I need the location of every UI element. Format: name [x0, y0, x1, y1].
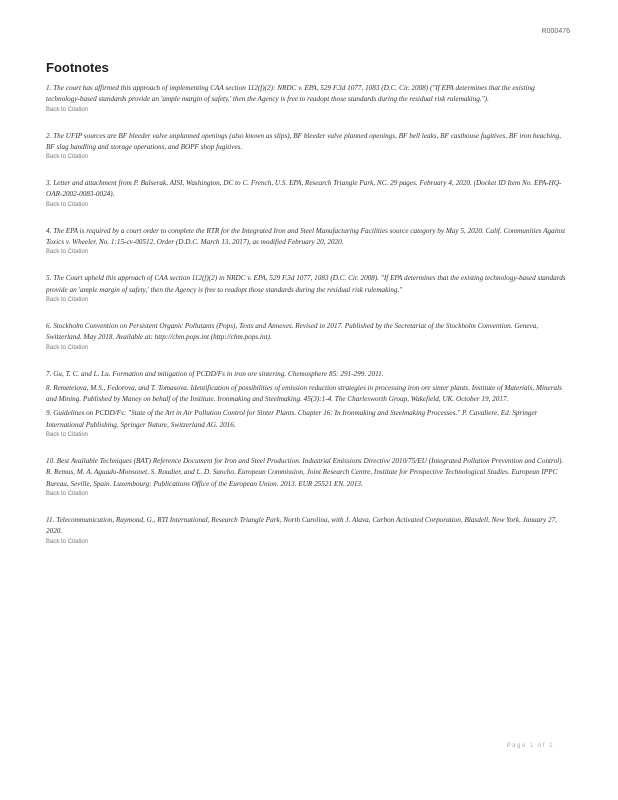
footnote-6: [46, 321, 570, 353]
footnote-8: [46, 383, 570, 406]
footnote-5-text: 5. The Court upheld this approach of CAA section 112(f)(2) in NRDC v. EPA, 529 F.3d 1077, 1083 (D.C. Cir. 2008). "If EPA determines that the existing technology-based standards provide an 'ample margin of safety,' then the Agency is free to readopt those standards during the residual risk rulemaking.": [46, 274, 566, 294]
back-to-citation-link-4[interactable]: Back to Citation: [46, 249, 89, 256]
footnote-3-text: 3. Letter and attachment from P. Balserak, AISI, Washington, DC to C. French, U.S. EPA, Research Triangle Park, NC. 29 pages. February 4, 2020. (Docket ID Item No. EPA-HQ-OAR-2002-0083-0024).: [46, 179, 562, 199]
back-to-citation-link-2[interactable]: Back to Citation: [46, 154, 89, 161]
footnote-5: [46, 273, 570, 305]
footnote-6-text: 6. Stockholm Convention on Persistent Organic Pollutants (Pops), Texts and Annexes. Revised in 2017. Published by the Secretariat of the Stockholm Convention. Geneva, Switzerland. May 2018. Available at: http://chm.pops.int (http://chm.pops.int).: [46, 321, 539, 342]
footnote-7: [46, 369, 570, 380]
back-to-citation-link-5[interactable]: Back to Citation: [46, 296, 89, 303]
footnote-10-text: 10. Best Available Techniques (BAT) Reference Document for Iron and Steel Production. Industrial Emissions Directive 2010/75/EU (Integrated Pollution Prevention and Control). R. Remus, M. A. Aguado-Monsonet, S. Roudier, and L. D. Sancho. European Commission, Joint Research Centre, Institute for Prospective Technological Studies. European IPPC Bureau, Seville, Spain. Luxembourg: Publications Office of the European Union. 2013. EUR 25521 EN. 2013.: [46, 457, 564, 488]
footnote-list: [46, 83, 570, 547]
footnote-8-text: 8. Remeteiova, M.S., Fedorova, and T. Tomasova. Identification of possibilities of emission reduction strategies in processing iron ore sinter plants. Institute of Materials, Minerals and Mining. Published by Maney on behalf of the Institute. Ironmaking and Steelmaking. 45(3):1-4. The Charlesworth Group, Wakefield, UK. October 19, 2017.: [46, 383, 562, 404]
footnote-1-text: 1. The court has affirmed this approach of implementing CAA section 112(f)(2): NRDC v. EPA, 529 F.3d 1077, 1083 (D.C. Cir. 2008) ("If EPA determines that the existing technology-based standards provide an 'ample margin of safety,' then the Agency is free to readopt those standards during the residual risk rulemaking.").: [46, 84, 535, 104]
footnote-9-text: 9. Guidelines on PCDD/Fs: "State of the Art in Air Pollution Control for Sinter Plants. Chapter 16: In Ironmaking and Steelmaking Processes." P. Cavaliere, Ed. Springer International Publishing, Springer Nature, Switzerland AG. 2016.: [46, 409, 538, 429]
back-to-citation-link-10[interactable]: Back to Citation: [46, 490, 89, 497]
back-to-citation-link-1[interactable]: Back to Citation: [46, 106, 89, 113]
footnote-9: [46, 408, 570, 440]
footnote-2: [46, 131, 570, 163]
back-to-citation-link-3[interactable]: Back to Citation: [46, 201, 89, 208]
footnote-7-text: 7. Gu, T. C. and L. Lu. Formation and mitigation of PCDD/Fs in iron ore sintering. Chemosphere 85: 291-299. 2011.: [46, 369, 384, 378]
footnote-2-text: 2. The UFIP sources are BF bleeder valve unplanned openings (also known as slips), BF bleeder valve planned openings, BF bell leaks, BF casthouse fugitives, BF iron beaching, BF slag handling and storage operations, and BOPF shop fugitives.: [46, 131, 562, 151]
back-to-citation-link-9[interactable]: Back to Citation: [46, 432, 89, 439]
footnote-4-text: 4. The EPA is required by a court order to complete the RTR for the Integrated Iron and Steel Manufacturing Facilities source category by May 5, 2020. Calif. Communities Against Toxics v. Wheeler, No. 1:15-cv-00512, Order (D.D.C. March 13, 2017), as modified February 20, 2020.: [46, 226, 566, 247]
back-to-citation-link-11[interactable]: Back to Citation: [46, 538, 89, 545]
footnote-11-text: 11. Telecommunication, Raymond, G., RTI International, Research Triangle Park, North Carolina, with J. Alava, Carbon Activated Corporation, Blasdell, New York. January 27, 2020.: [46, 515, 558, 536]
footnote-10: [46, 456, 570, 499]
document-id: R000476: [541, 28, 570, 35]
footnote-4: [46, 226, 570, 258]
back-to-citation-link-6[interactable]: Back to Citation: [46, 344, 89, 351]
footnote-1: [46, 83, 570, 115]
footnote-11: [46, 515, 570, 547]
page-title: Footnotes: [46, 60, 109, 75]
footnote-3: [46, 178, 570, 210]
page-number: Page 1 of 1: [506, 743, 554, 749]
